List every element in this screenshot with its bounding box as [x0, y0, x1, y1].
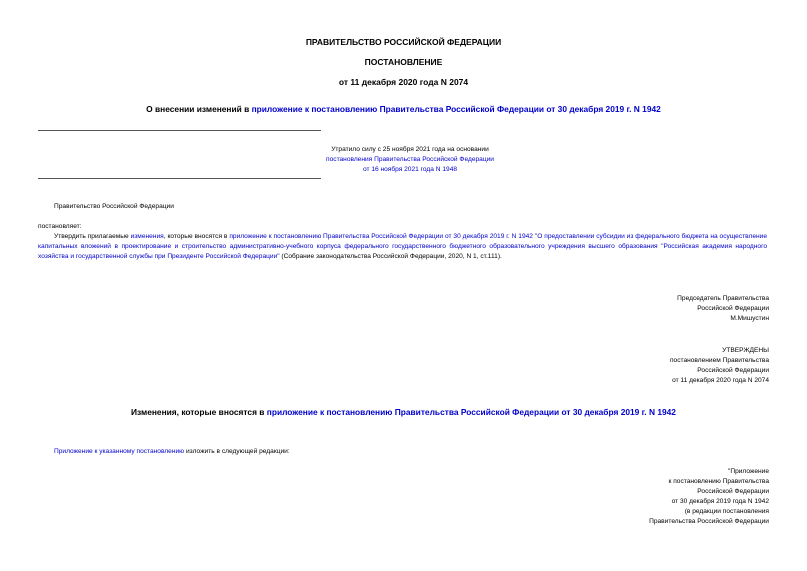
- title-link[interactable]: приложение к постановлению Правительства Российской Федерации от 30 декабря 2019 г. N 1942: [251, 104, 661, 114]
- signature-name: М.Мишустин: [730, 315, 769, 322]
- signature-country: Российской Федерации: [697, 305, 769, 312]
- title-prefix: О внесении изменений в: [146, 104, 252, 114]
- appendix-line-6: Правительства Российской Федерации: [649, 518, 769, 525]
- approved-date: от 11 декабря 2020 года N 2074: [672, 377, 769, 384]
- para-start: Утвердить прилагаемые: [54, 233, 131, 240]
- signature-block: [469, 294, 769, 324]
- decrees-label: постановляет:: [38, 223, 82, 230]
- changes-title-link[interactable]: приложение к постановлению Правительства Российской Федерации от 30 декабря 2019 г. N 1942: [266, 407, 676, 417]
- header-org: ПРАВИТЕЛЬСТВО РОССИЙСКОЙ ФЕДЕРАЦИИ: [305, 37, 502, 47]
- approved-by: постановлением Правительства: [669, 357, 769, 364]
- status-note-text: Утратило силу с 25 ноября 2021 года на основании: [331, 146, 489, 153]
- approved-title: УТВЕРЖДЕНЫ: [722, 347, 769, 354]
- divider-top: [38, 130, 321, 131]
- issuer: Правительство Российской Федерации: [54, 203, 174, 210]
- appendix-line-5: (в редакции постановления: [684, 508, 769, 515]
- signature-position: Председатель Правительства: [677, 295, 769, 302]
- status-note-link-1[interactable]: постановления Правительства Российской Федерации: [326, 156, 494, 163]
- approved-country: Российской Федерации: [697, 367, 769, 374]
- changes-intro: [54, 447, 290, 457]
- changes-intro-link[interactable]: Приложение к указанному постановлению: [54, 448, 185, 455]
- approved-block: [469, 346, 769, 386]
- divider-bottom: [38, 178, 321, 179]
- appendix-line-3: Российской Федерации: [697, 488, 769, 495]
- para-link-appendix[interactable]: приложение к постановлению Правительства Российской Федерации от 30 декабря 2019 г. N 1942 "О предоставлении субсидии из федерального бюджета на осуществление капитальных вложений в проектирование и строительство административно-учебного корпуса федерального государственного бюджетного образовательного учреждения высшего образования "Российская академия народного хозяйства и государственной службы при Президенте Российской Федерации": [38, 233, 767, 260]
- appendix-line-2: к постановлению Правительства: [668, 478, 769, 485]
- main-paragraph: [38, 232, 767, 262]
- para-link-changes[interactable]: изменения: [130, 233, 164, 240]
- changes-title: [0, 407, 807, 417]
- appendix-line-4: от 30 декабря 2019 года N 1942: [671, 498, 769, 505]
- para-mid: , которые вносятся в: [163, 233, 230, 240]
- appendix-block: [469, 467, 769, 527]
- changes-title-prefix: Изменения, которые вносятся в: [131, 407, 267, 417]
- status-note-link-2[interactable]: от 16 ноября 2021 года N 1948: [362, 166, 458, 173]
- appendix-line-1: "Приложение: [727, 468, 769, 475]
- header-date-number: от 11 декабря 2020 года N 2074: [338, 77, 469, 87]
- changes-intro-rest: изложить в следующей редакции:: [184, 448, 290, 455]
- document-title: [0, 104, 807, 114]
- para-end: (Собрание законодательства Российской Федерации, 2020, N 1, ст.111).: [279, 253, 502, 260]
- status-note: [260, 145, 560, 175]
- header-doc-type: ПОСТАНОВЛЕНИЕ: [364, 57, 443, 67]
